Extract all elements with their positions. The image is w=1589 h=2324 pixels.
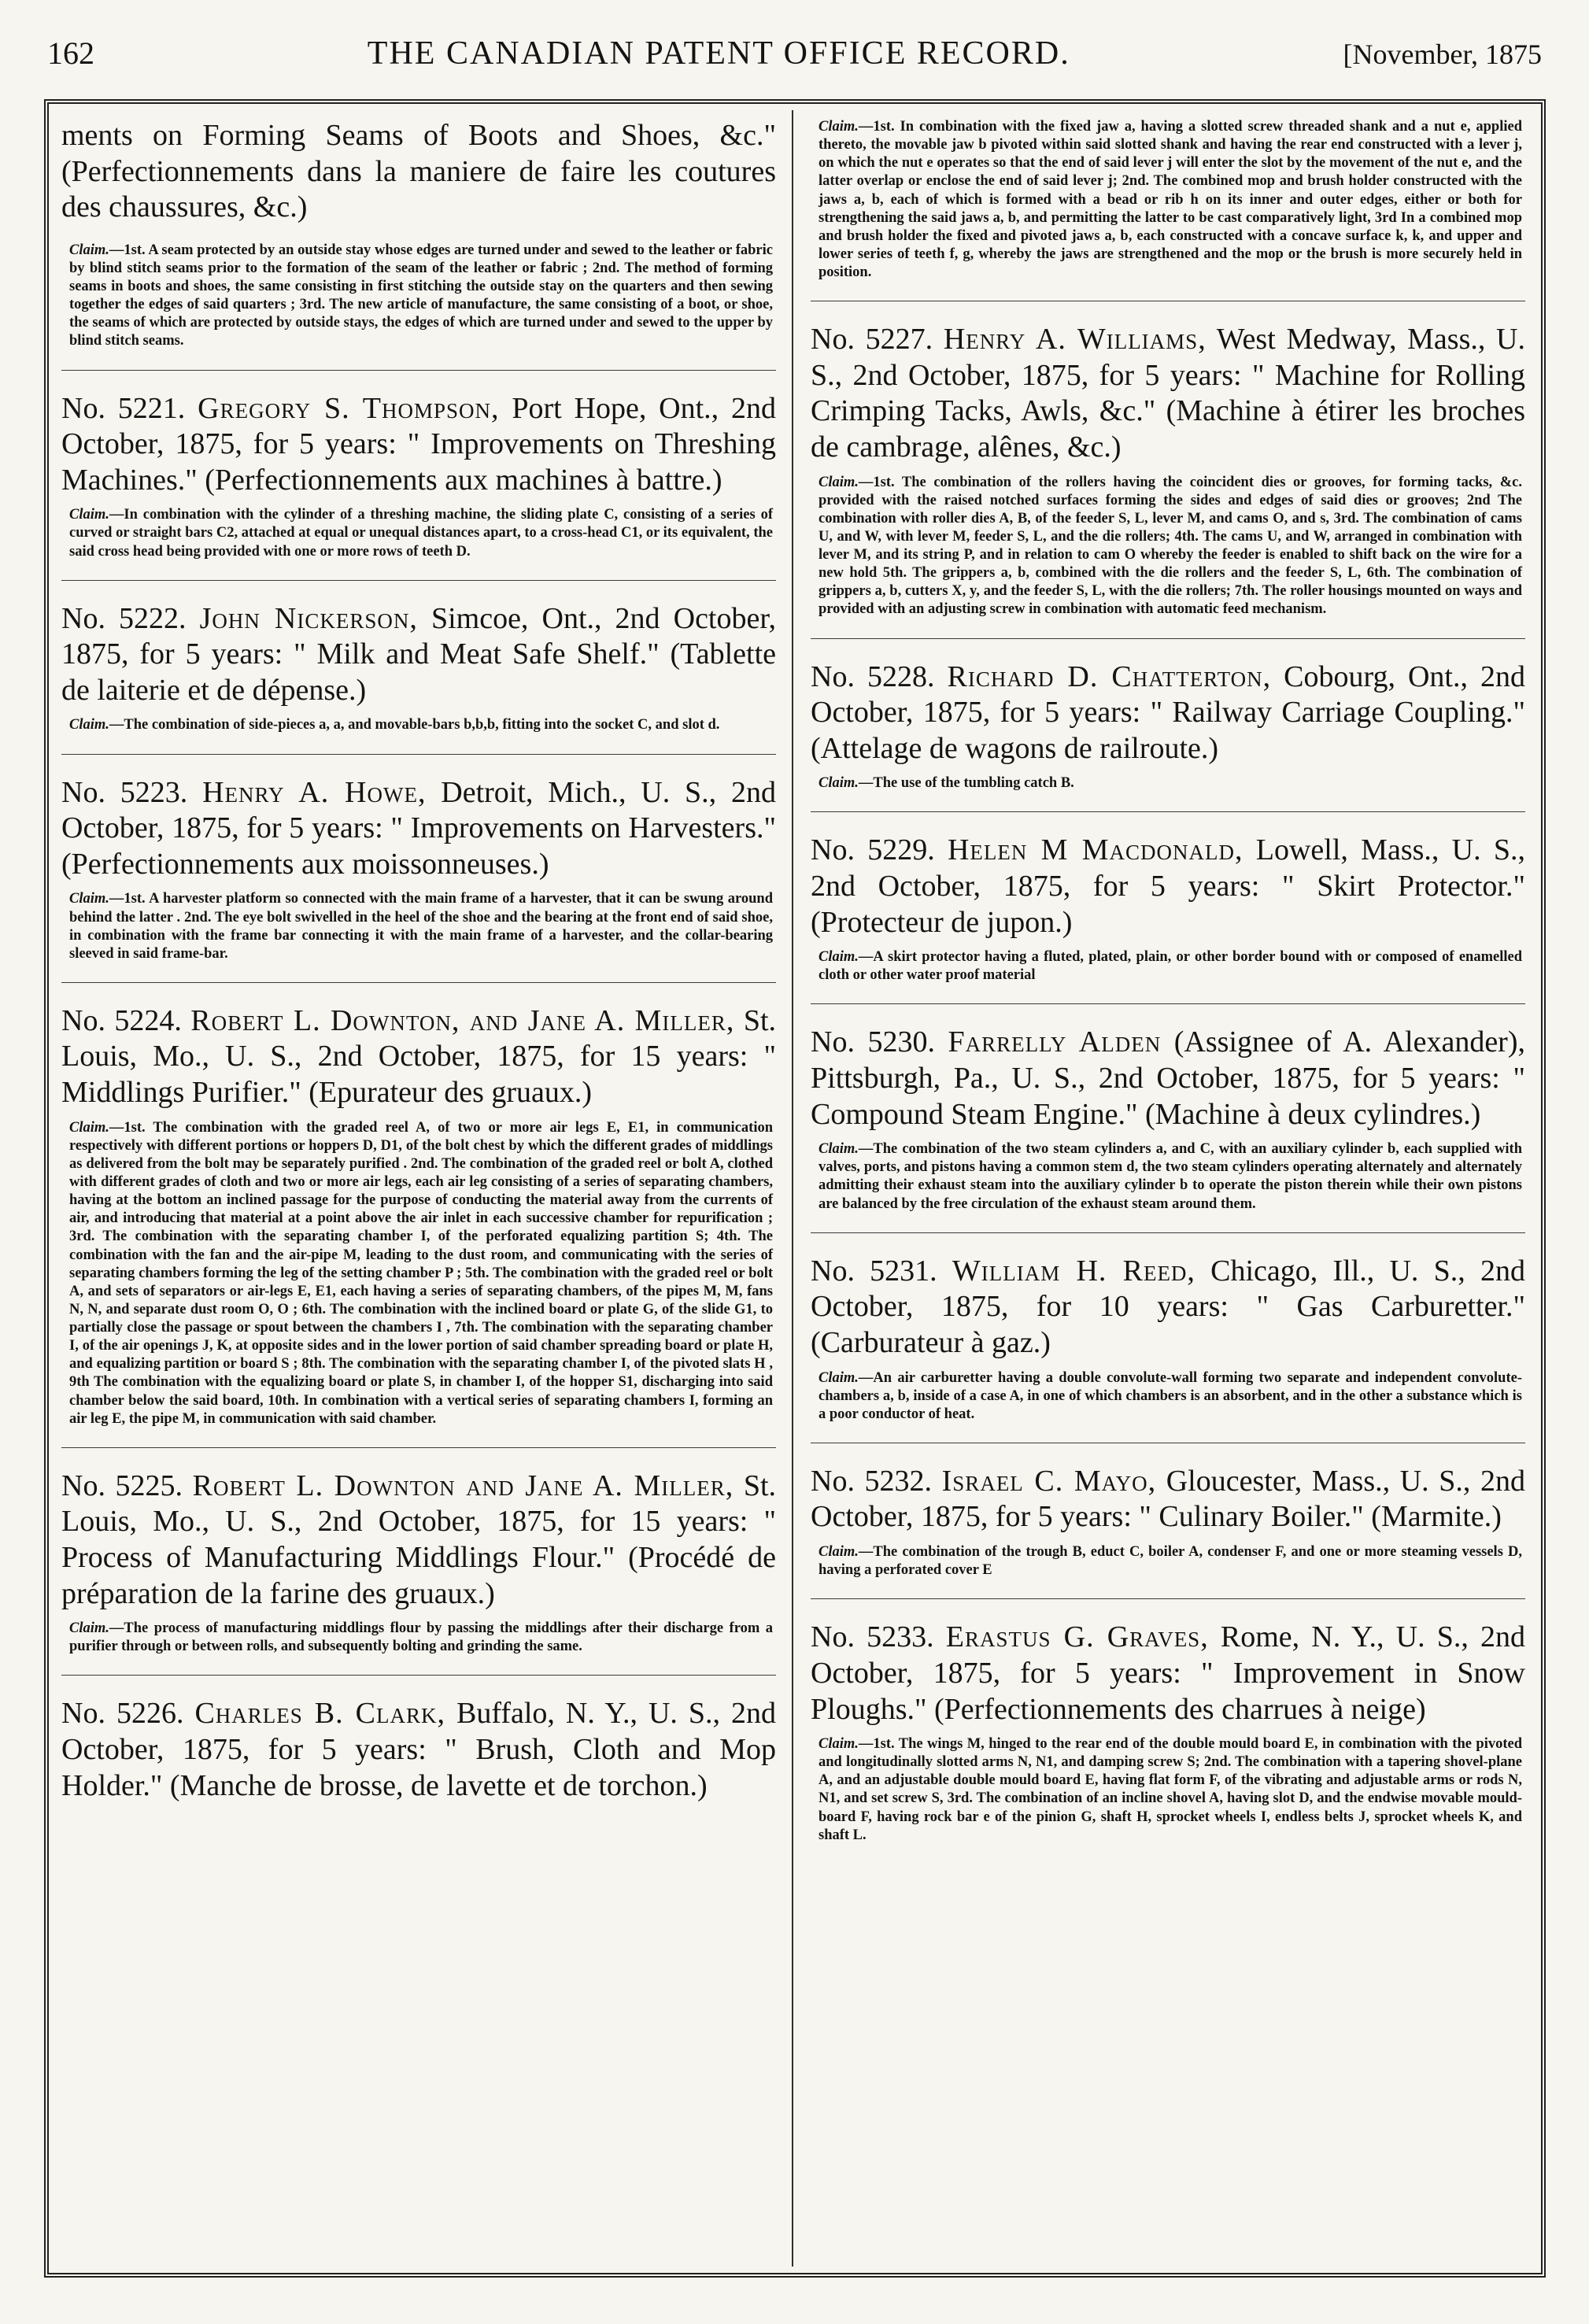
claim-text bbox=[61, 716, 776, 734]
claim-label: Claim. bbox=[819, 1141, 859, 1158]
patent-entry bbox=[61, 775, 776, 983]
claim-label: Claim. bbox=[69, 1119, 109, 1136]
claim-body: —1st. A harvester platform so connected with the main frame of a harvester, that it can be swung around behind the latter . 2nd. The eye bolt swivelled in the heel of the shoe and the bearing at the front end of said shoe, in combination with the frame bar connecting it with the main frame of a harvester, and the collar-bearing sleeved in said frame-bar. bbox=[69, 891, 773, 962]
entry-title bbox=[811, 660, 1525, 767]
patent-entry bbox=[811, 1620, 1525, 1864]
column-divider bbox=[792, 110, 793, 2267]
patent-number: No. 5223. bbox=[61, 775, 188, 809]
patent-entry bbox=[61, 1003, 776, 1448]
inventor-name: Gregory S. Thompson, bbox=[198, 391, 500, 425]
patent-details: (Assignee of A. Alexander), Pittsburgh, Pa., U. S., 2nd October, 1875, for 5 years: " Compound Steam Engine." (Machine à deux cylindres.) bbox=[811, 1025, 1525, 1131]
entry-title bbox=[61, 1469, 776, 1612]
patent-entry bbox=[61, 1696, 776, 1818]
patent-number: No. 5226. bbox=[61, 1697, 184, 1731]
patent-entry bbox=[61, 391, 776, 581]
patent-number: No. 5221. bbox=[61, 391, 186, 425]
entry-title: ments on Forming Seams of Boots and Shoes, &c." (Perfectionnements dans la maniere de faire les coutures des chaussures, &c.) bbox=[61, 119, 776, 224]
claim-label: Claim. bbox=[819, 1736, 859, 1753]
claim-body: —1st. The combination with the graded reel A, of two or more air legs E, E1, in communication respectively with different portions or hoppers D, D1, of the bolt chest by which the different grades of middlings as delivered from the bolt may be separately purified . 2nd. The combination of the graded reel or bolt A, clothed with different grades of cloth and two or more air legs, each air leg consisting of a series of separating chambers, having at the bottom an inclined passage for the purpose of conducting the material away from the currents of air, and introducing that material at a point above the air inlet in each successive chamber for repurification ; 3rd. The combination with the separating chamber I, of the perforated equalizing partition S; 4th. The combination with the fan and the air-pipe M, leading to the dust room, and communicating with the series of separating chambers forming the leg of the setting chamber P ; 5th. The combination with the graded reel or bolt A, and sets of separators or air-legs E, E1, each having a series of separating chambers, of the pipes M, M, fans N, N, and separate dust room O, O ; 6th. The combination with the inclined board or plate G, of the slide G1, to partially close the passage or spout between the chambers I , 7th. The combination with the separating chamber I, of the air openings J, K, at opposite sides and in the lower portion of said chamber spreading board or plate H, and equalizing partition or board S ; 8th. The combination with the separating chamber I, of the pivoted slats H , 9th The combination with the equalizing board or plate S, in chamber I, of the hopper S1, discharging into said chamber below the said board, 10th. In combination with a vertical series of separating chambers I, forming an air leg E, the pipe M, in communication with said chamber. bbox=[69, 1119, 773, 1427]
patent-number: No. 5233. bbox=[811, 1620, 934, 1654]
claim-text bbox=[61, 890, 776, 963]
entry-title bbox=[811, 322, 1525, 465]
patent-number: No. 5227. bbox=[811, 323, 933, 357]
patent-number: No. 5232. bbox=[811, 1464, 933, 1498]
patent-details: Lowell, Mass., U. S., 2nd October, 1875, for 5 years: " Skirt Protector." (Protecteur de jupon.) bbox=[811, 833, 1525, 939]
patent-details: Port Hope, Ont., 2nd October, 1875, for 5 years: " Improvements on Threshing Machines." (Perfectionnements aux machines à battre.) bbox=[61, 391, 776, 497]
patent-details: Gloucester, Mass., U. S., 2nd October, 1875, for 5 years: " Culinary Boiler." (Marmite.) bbox=[811, 1464, 1525, 1534]
inventor-name: Henry A. Williams, bbox=[943, 323, 1207, 357]
patent-entry bbox=[811, 660, 1525, 813]
claim-body: —In combination with the cylinder of a threshing machine, the sliding plate C, consisting of a series of curved or straight bars C2, attached at equal or unequal distances apart, to a cross-head C1, or its equivalent, the said cross head being provided with one or more rows of teeth D. bbox=[69, 507, 773, 560]
patent-entry-list bbox=[61, 391, 776, 1819]
entry-title bbox=[61, 391, 776, 499]
patent-number: No. 5224. bbox=[61, 1003, 182, 1037]
patent-details: Chicago, Ill., U. S., 2nd October, 1875, for 10 years: " Gas Carburetter." (Carburateur à gaz.) bbox=[811, 1254, 1525, 1359]
entry-title bbox=[61, 601, 776, 709]
patent-details: West Medway, Mass., U. S., 2nd October, 1875, for 5 years: " Machine for Rolling Crimping Tacks, Awls, &c." (Machine à étirer les broches de cambrage, alênes, &c.) bbox=[811, 323, 1525, 464]
claim-text bbox=[811, 1543, 1525, 1580]
inventor-name: Robert L. Downton and Jane A. Miller, bbox=[192, 1469, 734, 1502]
inventor-name: Charles B. Clark, bbox=[194, 1697, 445, 1731]
claim-text bbox=[811, 474, 1525, 619]
issue-date: [November, 1875 bbox=[1343, 39, 1542, 70]
claim-text bbox=[811, 1735, 1525, 1845]
patent-number: No. 5225. bbox=[61, 1469, 183, 1502]
inventor-name: William H. Reed, bbox=[952, 1254, 1195, 1288]
continued-entry bbox=[811, 118, 1525, 301]
patent-details: St. Louis, Mo., U. S., 2nd October, 1875, for 15 years: " Process of Manufacturing Middlings Flour." (Procédé de préparation de la farine des gruaux.) bbox=[61, 1469, 776, 1610]
inventor-name: Farrelly Alden bbox=[948, 1025, 1162, 1059]
claim-body: —1st. The combination of the rollers having the coincident dies or grooves, for forming tacks, &c. provided with the raised notched surfaces forming the sides and edges of said dies or grooves; 2nd The combination with roller dies A, B, of the feeder S, L, lever M, and cams O, and s, 3rd. The combination of cams U, and W, with lever M, feeder S, L, and the die rollers; 4th. The cams U, and W, arranged in combination with lever M, and its string P, and in relation to cam O whereby the feeder is enabled to shift back on the wire for a new hold 5th. The grippers a, b, combined with the die rollers and the feeder S, L, 6th. The combination of grippers a, b, cutters X, y, and the feeder S, L, with the die rollers; 7th. The roller housings mounted on ways and provided with an adjusting screw in combination with automatic feed mechanism. bbox=[819, 474, 1522, 618]
claim-text bbox=[811, 774, 1525, 793]
inventor-name: Erastus G. Graves, bbox=[945, 1620, 1209, 1654]
inventor-name: Helen M Macdonald, bbox=[947, 833, 1243, 867]
patent-number: No. 5231. bbox=[811, 1254, 937, 1288]
claim-text bbox=[811, 1140, 1525, 1214]
claim-body: —The combination of the two steam cylinders a, and C, with an auxiliary cylinder b, each supplied with valves, ports, and pistons having a common stem d, the two steam cylinders operating alternately and alternately admitting their exhaust steam into the auxiliary cylinder b to operate the piston therein while their own pistons are balanced by the free circulation of the exhaust steam around them. bbox=[819, 1141, 1522, 1212]
entry-title bbox=[61, 1003, 776, 1111]
claim-body: —1st. A seam protected by an outside stay whose edges are turned under and sewed to the leather or fabric by blind stitch seams prior to the formation of the seam of the leather or fabric ; 2nd. The method of forming seams in boots and shoes, the same consisting in first stitching the outside stay on the quarters and then sewing together the edges of said quarters ; 3rd. The new article of manufacture, the same consisting of a boot, or shoe, the seams of which are protected by outside stays, the edges of which are turned under and sewed to the upper by blind stitch seams. bbox=[69, 242, 773, 349]
entry-title bbox=[811, 1025, 1525, 1132]
patent-number: No. 5222. bbox=[61, 601, 187, 635]
entry-title bbox=[811, 833, 1525, 940]
patent-entry bbox=[811, 1254, 1525, 1443]
left-column bbox=[61, 118, 776, 2259]
claim-body: —An air carburetter having a double convolute-wall forming two separate and independent convolute-chambers a, b, inside of a case A, in one of which chambers is an absorbent, and in the other a substance which is a poor conductor of heat. bbox=[819, 1369, 1522, 1422]
claim-label: Claim. bbox=[819, 775, 859, 792]
claim-body: —A skirt protector having a fluted, plated, plain, or other border bound with or composed of enamelled cloth or other water proof material bbox=[819, 949, 1522, 984]
inventor-name: Henry A. Howe, bbox=[202, 775, 427, 809]
claim-body: —The process of manufacturing middlings flour by passing the middlings after their discharge from a purifier through or between rolls, and subsequently bolting and grinding the same. bbox=[69, 1620, 773, 1655]
patent-entry bbox=[811, 1025, 1525, 1232]
claim-label: Claim. bbox=[69, 891, 109, 907]
claim-text bbox=[61, 1119, 776, 1428]
claim-label: Claim. bbox=[819, 474, 859, 490]
claim-text bbox=[811, 948, 1525, 985]
inventor-name: John Nickerson, bbox=[199, 601, 418, 635]
claim-body: —The combination of side-pieces a, a, and movable-bars b,b,b, fitting into the socket C, and slot d. bbox=[109, 717, 720, 733]
entry-title bbox=[61, 775, 776, 883]
patent-details: Simcoe, Ont., 2nd October, 1875, for 5 years: " Milk and Meat Safe Shelf." (Tablette de laiterie et de dépense.) bbox=[61, 601, 776, 707]
right-column bbox=[811, 118, 1525, 2259]
patent-details: St. Louis, Mo., U. S., 2nd October, 1875, for 15 years: " Middlings Purifier." (Epurateur des gruaux.) bbox=[61, 1003, 776, 1110]
claim-body: —1st. In combination with the fixed jaw a, having a slotted screw threaded shank and a nut e, applied thereto, the movable jaw b pivoted within said slotted shank and having the rear end constructed with a lever j, on which the nut e operates so that the end of said lever j will enter the slot by the movement of the nut e, and the latter overlap or enclose the end of said lever j; 2nd. The combined mop and brush holder constructed with the jaws a, b, each of which is formed with a bead or rib h on its inner and outer edges, either or both for strengthening the said jaws a, b, and permitting the latter to be cast comparatively light, 3rd In a combined mop and brush holder the fixed and pivoted jaws a, b, each constructed with a concave surface k, k, and upper and lower series of teeth f, g, whereby the jaws are strengthened and the mop or the brush is more securely held in position. bbox=[819, 119, 1522, 280]
patent-entry bbox=[61, 1469, 776, 1676]
entry-title bbox=[811, 1464, 1525, 1535]
claim-label: Claim. bbox=[69, 717, 109, 733]
claim-body: —1st. The wings M, hinged to the rear end of the double mould board E, in combination with the pivoted and longitudinally slotted arms N, N1, and damping screw S; 2nd. The combination with a tapering shovel-plane A, and an adjustable double mould board E, having flat form F, of the vibrating and adjustable arms or rods N, N1, and set screw S, 3rd. The combination of an incline shovel A, having slot D, and the endwise movable mould-board F, having rock bar e of the pinion G, shaft H, sprocket wheels I, endless belts J, sprocket wheels K, and shaft L. bbox=[819, 1736, 1522, 1843]
continued-entry bbox=[61, 118, 776, 371]
entry-title bbox=[61, 1696, 776, 1804]
patent-number: No. 5230. bbox=[811, 1025, 935, 1059]
page-header bbox=[47, 35, 1542, 90]
patent-details: Cobourg, Ont., 2nd October, 1875, for 5 years: " Railway Carriage Coupling." (Attelage de wagons de railroute.) bbox=[811, 660, 1525, 765]
claim-text bbox=[811, 118, 1525, 282]
claim-label: Claim. bbox=[819, 1369, 859, 1386]
patent-entry bbox=[811, 1464, 1525, 1599]
page-number: 162 bbox=[47, 35, 94, 71]
claim-text bbox=[61, 242, 776, 351]
patent-number: No. 5228. bbox=[811, 660, 935, 693]
inventor-name: Israel C. Mayo, bbox=[941, 1464, 1157, 1498]
claim-body: —The combination of the trough B, educt C, boiler A, condenser F, and one or more steaming vessels D, having a perforated cover E bbox=[819, 1544, 1522, 1579]
running-title: THE CANADIAN PATENT OFFICE RECORD. bbox=[367, 35, 1070, 72]
patent-entry bbox=[811, 322, 1525, 638]
patent-entry-list bbox=[811, 322, 1525, 1864]
patent-details: Detroit, Mich., U. S., 2nd October, 1875, for 5 years: " Improvements on Harvesters." (Perfectionnements aux moissonneuses.) bbox=[61, 775, 776, 881]
claim-label: Claim. bbox=[819, 949, 859, 966]
inventor-name: Richard D. Chatterton, bbox=[947, 660, 1272, 693]
claim-text bbox=[61, 1620, 776, 1656]
patent-entry bbox=[61, 601, 776, 755]
patent-details: Rome, N. Y., U. S., 2nd October, 1875, for 5 years: " Improvement in Snow Ploughs." (Perfectionnements des charrues à neige) bbox=[811, 1620, 1525, 1726]
entry-title bbox=[811, 1620, 1525, 1727]
claim-text bbox=[61, 506, 776, 560]
claim-label: Claim. bbox=[69, 242, 109, 258]
entry-title bbox=[811, 1254, 1525, 1362]
claim-label: Claim. bbox=[69, 507, 109, 523]
inventor-name: Robert L. Downton, and Jane A. Miller, bbox=[190, 1003, 735, 1037]
claim-label: Claim. bbox=[819, 1544, 859, 1561]
claim-body: —The use of the tumbling catch B. bbox=[858, 775, 1074, 792]
patent-entry bbox=[811, 833, 1525, 1004]
claim-label: Claim. bbox=[819, 119, 859, 135]
patent-number: No. 5229. bbox=[811, 833, 935, 867]
patent-details: Buffalo, N. Y., U. S., 2nd October, 1875, for 5 years: " Brush, Cloth and Mop Holder." (Manche de brosse, de lavette et de torchon.) bbox=[61, 1697, 776, 1802]
claim-label: Claim. bbox=[69, 1620, 109, 1637]
claim-text bbox=[811, 1369, 1525, 1424]
